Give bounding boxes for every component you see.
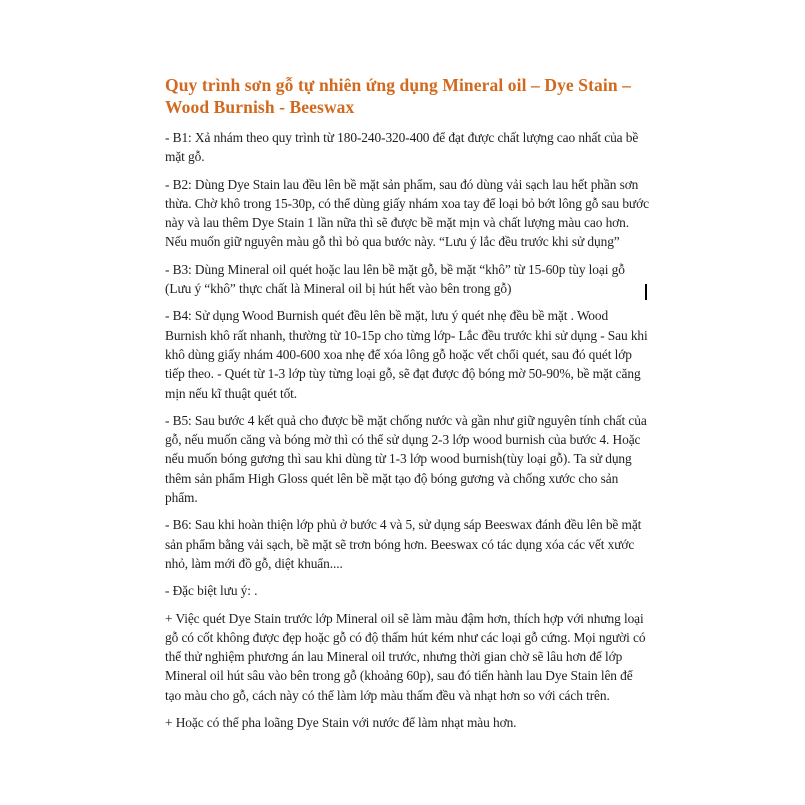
- paragraph-special-note: - Đặc biệt lưu ý: .: [165, 583, 258, 599]
- document-body: [165, 74, 650, 740]
- paragraph-step-5: - B5: Sau bước 4 kết quả cho được bề mặt chống nước và gần như giữ nguyên tính chất của gỗ, nếu muốn căng và bóng mờ thì có thể sử dụng 2-3 lớp wood burnish của bước 4. Hoặc nếu muốn bóng gương thì sau khi dùng từ 1-3 lớp wood burnish(tùy loại gỗ). Ta sử dụng thêm sản phẩm High Gloss quét lên bề mặt tạo độ bóng gương và chống xước cho sản phẩm.: [165, 412, 647, 506]
- paragraph-step-2: - B2: Dùng Dye Stain lau đều lên bề mặt sản phẩm, sau đó dùng vải sạch lau hết phần sơn thừa. Chờ khô trong 15-30p, có thể dùng giấy nhám xoa tay để loại bỏ bớt lông gỗ sau bước này và lau thêm Dye Stain 1 lần nữa thì sẽ được bề mặt mịn và chất lượng màu cao hơn. Nếu muốn giữ nguyên màu gỗ thì bỏ qua bước này. “Lưu ý lắc đều trước khi sử dụng”: [165, 176, 649, 250]
- document-title: Quy trình sơn gỗ tự nhiên ứng dụng Mineral oil – Dye Stain – Wood Burnish - Beeswax: [165, 75, 632, 117]
- paragraph-note-dye-stain-order: + Việc quét Dye Stain trước lớp Mineral oil sẽ làm màu đậm hơn, thích hợp với nhưng loại gỗ có cốt không được đẹp hoặc gỗ có độ thấm hút kém như các loại gỗ cứng. Mọi người có thể thử nghiệm phương án lau Mineral oil trước, nhưng thời gian chờ sẽ lâu hơn để lớp Mineral oil hút sâu vào bên trong gỗ (khoảng 60p), sau đó tiến hành lau Dye Stain lên để tạo màu cho gỗ, cách này có thể làm lớp màu thấm đều và nhạt hơn so với cách trên.: [165, 610, 646, 703]
- paragraph-step-1: - B1: Xả nhám theo quy trình từ 180-240-320-400 để đạt được chất lượng cao nhất của bề mặt gỗ.: [165, 130, 639, 165]
- paragraph-note-dilute: + Hoặc có thể pha loãng Dye Stain với nước để làm nhạt màu hơn.: [165, 715, 517, 731]
- paragraph-step-4: - B4: Sử dụng Wood Burnish quét đều lên bề mặt, lưu ý quét nhẹ đều bề mặt . Wood Burnish khô rất nhanh, thường từ 10-15p cho từng lớp- Lắc đều trước khi sử dụng - Sau khi khô dùng giấy nhám 400-600 xoa nhẹ để xóa lông gỗ hoặc vết chổi quét, sau đó quét lớp tiếp theo. - Quét từ 1-3 lớp tùy từng loại gỗ, sẽ đạt được độ bóng mờ 50-90%, bề mặt căng mịn nếu kĩ thuật quét tốt.: [165, 308, 648, 401]
- text-cursor: [645, 284, 647, 300]
- paragraph-step-6: - B6: Sau khi hoàn thiện lớp phủ ở bước 4 và 5, sử dụng sáp Beeswax đánh đều lên bề mặt sản phẩm bằng vải sạch, bề mặt sẽ trơn bóng hơn. Beeswax có tác dụng xóa các vết xước nhỏ, làm mới đồ gỗ, diệt khuẩn....: [165, 517, 642, 571]
- paragraph-step-3: - B3: Dùng Mineral oil quét hoặc lau lên bề mặt gỗ, bề mặt “khô” từ 15-60p tùy loại gỗ (Lưu ý “khô” thực chất là Mineral oil bị hút hết vào bên trong gỗ): [165, 261, 625, 297]
